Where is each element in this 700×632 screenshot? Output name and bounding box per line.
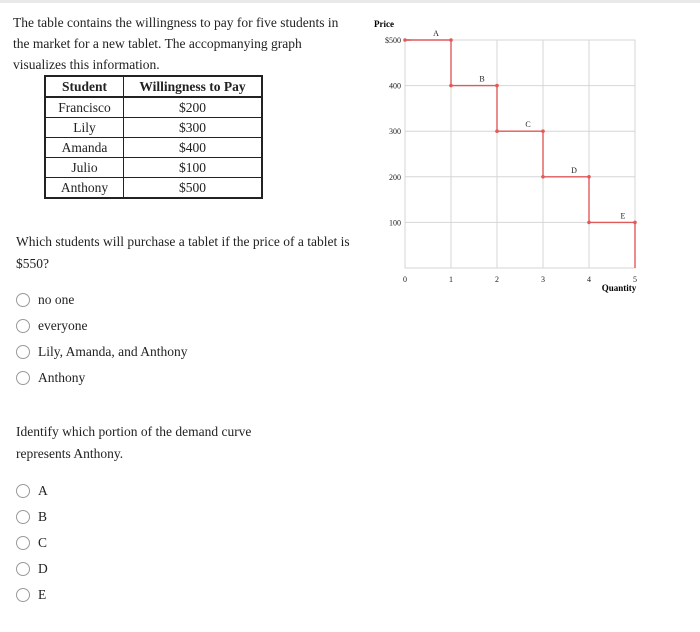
option-label: everyone xyxy=(38,318,88,333)
x-tick-label: 3 xyxy=(541,275,545,284)
demand-point xyxy=(495,84,499,88)
x-tick-label: 5 xyxy=(633,275,637,284)
x-tick-label: 4 xyxy=(587,275,591,284)
radio-button[interactable] xyxy=(16,536,30,550)
demand-point xyxy=(495,129,499,133)
table-cell-student: Amanda xyxy=(45,138,124,158)
table-cell-student: Francisco xyxy=(45,97,124,118)
demand-point xyxy=(587,221,591,225)
x-axis-label: Quantity xyxy=(601,283,637,293)
radio-button[interactable] xyxy=(16,293,30,307)
chart-grid xyxy=(405,40,635,268)
table-row xyxy=(45,158,262,178)
table-cell-wtp: $400 xyxy=(124,138,263,158)
table-header-row xyxy=(45,76,262,97)
segment-label-c: C xyxy=(525,120,531,130)
q1-option-everyone[interactable] xyxy=(16,316,87,336)
segment-label-a: A xyxy=(433,29,439,38)
demand-curve-chart xyxy=(360,10,680,300)
radio-button[interactable] xyxy=(16,371,30,385)
demand-point xyxy=(633,221,637,225)
table-row xyxy=(45,138,262,158)
x-tick-label: 1 xyxy=(449,275,453,284)
demand-point xyxy=(587,175,591,179)
question2-text: Identify which portion of the demand curve represents Anthony. xyxy=(16,424,252,461)
segment-label-b: B xyxy=(479,74,485,84)
option-label: Anthony xyxy=(38,370,86,385)
radio-button[interactable] xyxy=(16,588,30,602)
segment-label-e: E xyxy=(620,211,626,221)
option-label: A xyxy=(38,483,48,498)
y-tick-label: 100 xyxy=(389,218,401,228)
top-divider xyxy=(0,0,700,3)
radio-button[interactable] xyxy=(16,484,30,498)
y-axis-ticks xyxy=(385,36,401,227)
table-cell-student: Anthony xyxy=(45,178,124,199)
option-label: E xyxy=(38,587,47,602)
y-tick-label: 300 xyxy=(389,127,401,137)
table-cell-student: Lily xyxy=(45,118,124,138)
x-tick-label: 0 xyxy=(403,275,407,284)
q1-option-lily-amanda-anthony[interactable] xyxy=(16,342,187,362)
y-tick-label: $500 xyxy=(385,36,401,45)
radio-button[interactable] xyxy=(16,319,30,333)
question1-text: Which students will purchase a tablet if the price of a tablet is $550? xyxy=(16,234,350,271)
x-tick-label: 2 xyxy=(495,275,499,284)
q2-option-a[interactable] xyxy=(16,481,48,501)
table-header-wtp: Willingness to Pay xyxy=(124,76,263,97)
option-label: Lily, Amanda, and Anthony xyxy=(38,344,188,359)
table-row xyxy=(45,97,262,118)
segment-label-d: D xyxy=(571,165,577,175)
radio-button[interactable] xyxy=(16,510,30,524)
q1-option-anthony[interactable] xyxy=(16,368,85,388)
radio-button[interactable] xyxy=(16,345,30,359)
table-row xyxy=(45,178,262,199)
y-tick-label: 400 xyxy=(389,81,401,91)
q2-option-c[interactable] xyxy=(16,533,47,553)
q1-option-no-one[interactable] xyxy=(16,290,74,310)
wtp-table xyxy=(44,75,263,199)
table-cell-wtp: $500 xyxy=(124,178,263,199)
table-cell-wtp: $100 xyxy=(124,158,263,178)
demand-steps xyxy=(403,29,637,268)
q2-option-e[interactable] xyxy=(16,585,46,605)
option-label: no one xyxy=(38,292,75,307)
table-header-student: Student xyxy=(45,76,124,97)
demand-point xyxy=(541,129,545,133)
q2-option-b[interactable] xyxy=(16,507,47,527)
chart-frame xyxy=(405,40,635,268)
intro-text: The table contains the willingness to pay for five students in the market for a new tablet. The accopmanying graph visualizes this information. xyxy=(13,15,339,72)
demand-point xyxy=(449,84,453,88)
demand-point xyxy=(541,175,545,179)
option-label: B xyxy=(38,509,48,524)
y-tick-label: 200 xyxy=(389,172,401,182)
y-axis-label: Price xyxy=(374,19,394,29)
radio-button[interactable] xyxy=(16,562,30,576)
demand-point xyxy=(449,38,453,42)
table-row xyxy=(45,118,262,138)
q2-option-d[interactable] xyxy=(16,559,48,579)
table-cell-wtp: $200 xyxy=(124,97,263,118)
table-cell-student: Julio xyxy=(45,158,124,178)
table-cell-wtp: $300 xyxy=(124,118,263,138)
option-label: C xyxy=(38,535,48,550)
option-label: D xyxy=(38,561,48,576)
